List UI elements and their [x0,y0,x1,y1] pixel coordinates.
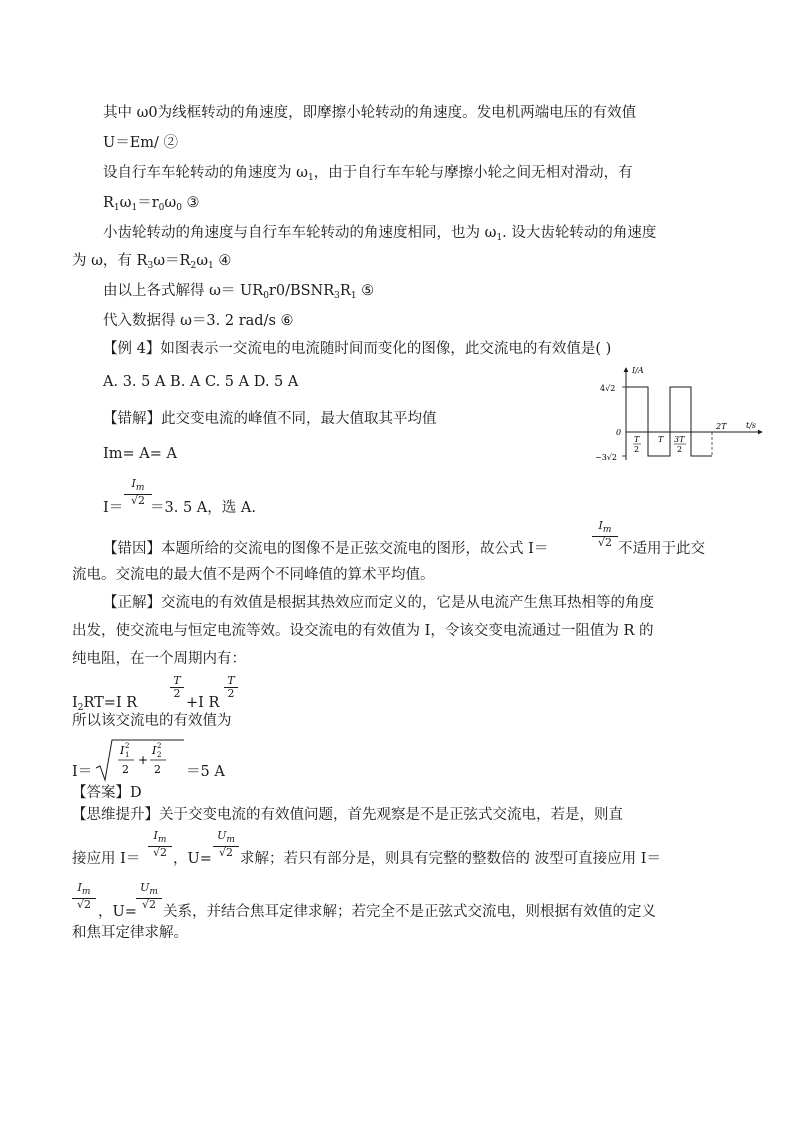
x-axis-label: t/s [746,421,757,430]
svg-text:2: 2 [125,742,130,750]
origin-label: 0 [616,428,622,437]
im-line: Im= A= A [103,446,177,462]
correct-solution-b: 出发，使交流电与恒定电流等效。设交流电的有效值为 I，令该交变电流通过一阻值为 R 的 [72,623,654,639]
fraction-im-root2-c: $\frac{I_m}{√2}$ [148,830,172,859]
error-cause-b: 不适用于此交 [618,541,705,557]
text-line-2: U＝Em/ ② [103,135,179,151]
svg-text:I: I [152,744,157,757]
fraction-um-root2-a: $\frac{U_m}{√2}$ [213,830,239,859]
wrong-solution-heading: 【错解】此交变电流的峰值不同，最大值取其平均值 [103,411,437,427]
answer-options: A. 3. 5 A B. A C. 5 A D. 5 A [103,374,299,390]
answer-line: 【答案】D [72,785,142,801]
error-cause-a: 【错因】本题所给的交流电的图像不是正弦交流电的图形，故公式 I＝ [103,541,549,557]
example-4-question: 【例 4】如图表示一交流电的电流随时间而变化的图像，此交流电的有效值是( ) [103,341,612,357]
current-time-graph [592,362,772,470]
y-axis-label: I/A [632,366,644,375]
thinking-b2: ，U= [173,851,212,867]
fraction-im-root2: $\frac{I_m}{√2}$ [124,478,152,507]
svg-text:2: 2 [122,763,129,776]
svg-text:2: 2 [157,751,162,759]
correct-solution-a: 【正解】交流电的有效值是根据其热效应而定义的，它是从电流产生焦耳热相等的角度 [103,595,654,611]
effective-equation-a: I＝ [72,764,93,780]
thinking-c1: ，U= [98,904,137,920]
thinking-b3: 求解；若只有部分是，则具有完整的整数倍的 波型可直接应用 I＝ [240,851,661,867]
sqrt-expression [94,738,186,782]
y-bottom-label: −3√2 [595,453,617,462]
thinking-c2: 关系，并结合焦耳定律求解；若完全不是正弦式交流电，则根据有效值的定义 [163,904,656,920]
svg-text:2: 2 [154,763,161,776]
tick-2t: 2T [716,422,727,431]
tick-3t-half-num: 3T [674,435,685,444]
svg-text:2: 2 [157,742,162,750]
text-line-6: 为 ω，有 $R_3\omega=R_2\omega_1$ ④ [72,253,232,271]
so-effective-value: 所以该交流电的有效值为 [72,713,232,729]
tick-t: T [658,435,664,444]
thinking-d: 和焦耳定律求解。 [72,925,188,941]
i-equation-b: ＝3. 5 A，选 A. [150,500,256,516]
fraction-t-over-2-a: $\frac{T}{2}$ [170,675,184,700]
fraction-um-root2-b: $\frac{U_m}{√2}$ [136,882,162,911]
tick-t-half-den: 2 [634,445,640,454]
text-line-5: 小齿轮转动的角速度与自行车车轮转动的角速度相同，也为 $\omega_1$. 设大齿轮转动的角速度 [103,225,657,243]
tick-t-half-num: T [634,435,640,444]
svg-text:I: I [120,744,125,757]
svg-text:+: + [138,753,149,767]
text-line-1: 其中 ω0为线框转动的角速度，即摩擦小轮转动的角速度。发电机两端电压的有效值 [103,105,637,121]
text-line-7: 由以上各式解得 $\omega= UR_0r0/BSNR_3R_1$ ⑤ [103,283,375,301]
tick-3t-half-den: 2 [677,445,683,454]
fraction-im-root2-b: $\frac{I_m}{√2}$ [592,520,618,549]
svg-text:1: 1 [125,751,130,759]
thinking-a: 【思维提升】关于交变电流的有效值问题，首先观察是不是正弦式交流电，若是，则直 [72,807,623,823]
effective-equation-b: ＝5 A [186,764,225,780]
y-top-label: 4√2 [600,384,616,393]
thinking-b1: 接应用 I＝ [72,851,141,867]
text-line-4: $R_1\omega_1=r_0\omega_0$ ③ [103,195,200,213]
joule-equation-plus: +I R [186,695,220,711]
i-equation-a: I＝ [103,500,124,516]
error-cause-c: 流电。交流电的最大值不是两个不同峰值的算术平均值。 [72,567,435,583]
correct-solution-c: 纯电阻，在一个周期内有： [72,651,246,667]
fraction-im-root2-d: $\frac{I_m}{√2}$ [72,882,96,911]
text-line-3: 设自行车车轮转动的角速度为 $\omega_1$，由于自行车车轮与摩擦小轮之间无相对滑动，有 [103,165,633,183]
text-line-8: 代入数据得 ω＝3. 2 rad/s ⑥ [103,313,294,329]
joule-equation: $I_2RT=I$ R [72,695,138,713]
fraction-t-over-2-b: $\frac{T}{2}$ [224,675,238,700]
